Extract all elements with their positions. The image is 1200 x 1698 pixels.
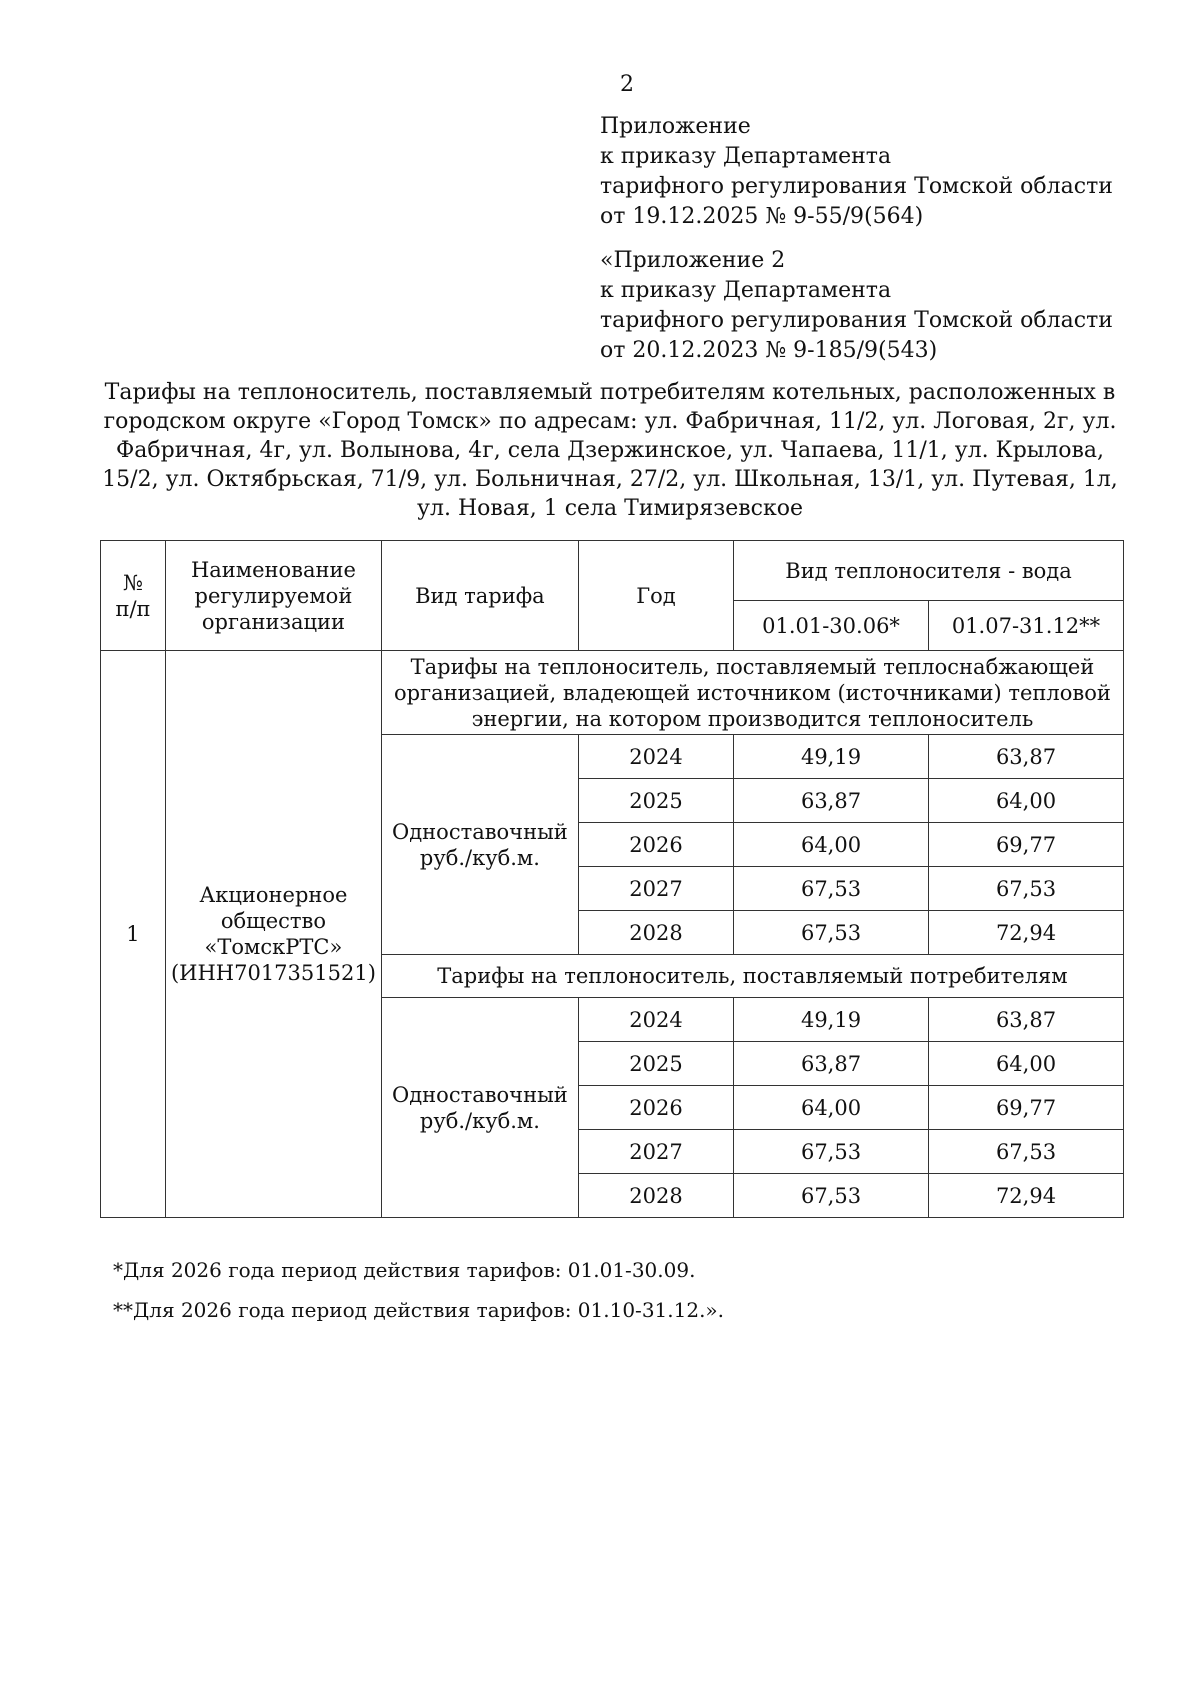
tariff-type [381,735,578,955]
organization-line: «ТомскРТС» [204,935,343,959]
year-cell: 2027 [578,1130,733,1174]
value-cell: 67,53 [734,1174,929,1218]
header-text: п/п [115,596,151,621]
appendix-line: от 20.12.2023 № 9-185/9(543) [600,338,938,363]
appendix-line: тарифного регулирования Томской области [600,174,1113,199]
tariff-table [100,540,1124,1218]
year-cell: 2024 [578,735,733,779]
section-title [381,955,1123,998]
document-title [100,378,1120,523]
value-cell: 67,53 [929,1130,1124,1174]
value-cell: 72,94 [929,1174,1124,1218]
tariff-type-line: Одноставочный [392,1082,568,1107]
value-cell: 64,00 [734,823,929,867]
organization-line: Акционерное [199,883,348,907]
year-cell: 2026 [578,823,733,867]
header-text: организации [201,609,345,634]
title-line: городском округе «Город Томск» по адресам: ул. Фабричная, 11/2, ул. Логовая, 2г, ул. [103,409,1117,434]
header-organization [165,541,381,651]
footnote: *Для 2026 года период действия тарифов: 01.01-30.09. [113,1258,696,1282]
year-cell: 2027 [578,867,733,911]
value-cell: 67,53 [734,911,929,955]
organization-line: (ИНН7017351521) [170,961,376,985]
appendix-line: тарифного регулирования Томской области [600,308,1113,333]
appendix-line: «Приложение 2 [600,248,786,273]
value-cell: 72,94 [929,911,1124,955]
appendix-line: от 19.12.2025 № 9-55/9(564) [600,204,924,229]
value-cell: 64,00 [929,1042,1124,1086]
value-cell: 64,00 [734,1086,929,1130]
appendix-header [600,112,1113,232]
section-title-row [101,651,1124,735]
title-line: Тарифы на теплоноситель, поставляемый потребителям котельных, расположенных в [104,380,1116,405]
tariff-type-line: руб./куб.м. [419,1108,540,1133]
tariff-type [381,998,578,1218]
appendix-line: к приказу Департамента [600,144,892,169]
value-cell: 63,87 [929,735,1124,779]
header-tariff-type: Вид тарифа [381,541,578,651]
year-cell: 2025 [578,1042,733,1086]
section-title-line: Тарифы на теплоноситель, поставляемый теплоснабжающей [410,654,1095,679]
value-cell: 69,77 [929,823,1124,867]
section-title-line: энергии, на котором производится теплоноситель [471,706,1034,731]
appendix-line: Приложение [600,114,751,139]
organization-line: общество [220,909,326,933]
header-number [101,541,166,651]
header-text: № [123,570,143,595]
value-cell: 64,00 [929,779,1124,823]
title-line: 15/2, ул. Октябрьская, 71/9, ул. Больничная, 27/2, ул. Школьная, 13/1, ул. Путевая, 1л, [102,467,1118,492]
row-number: 1 [101,651,166,1218]
section-title-line: Тарифы на теплоноситель, поставляемый потребителям [437,964,1068,988]
value-cell: 63,87 [734,779,929,823]
section-title [381,651,1123,735]
header-year: Год [578,541,733,651]
header-carrier: Вид теплоносителя - вода [734,541,1124,601]
title-line: ул. Новая, 1 села Тимирязевское [417,496,803,521]
tariff-type-line: руб./куб.м. [419,845,540,870]
value-cell: 69,77 [929,1086,1124,1130]
value-cell: 63,87 [929,998,1124,1042]
year-cell: 2028 [578,1174,733,1218]
header-period-2: 01.07-31.12** [929,601,1124,651]
header-period-1: 01.01-30.06* [734,601,929,651]
year-cell: 2024 [578,998,733,1042]
appendix-line: к приказу Департамента [600,278,892,303]
value-cell: 67,53 [929,867,1124,911]
page-number: 2 [620,72,634,97]
value-cell: 63,87 [734,1042,929,1086]
footnote: **Для 2026 года период действия тарифов: 01.10-31.12.». [113,1298,725,1322]
section-title-line: организацией, владеющей источником (источниками) тепловой [393,680,1111,705]
year-cell: 2026 [578,1086,733,1130]
header-row [101,541,1124,601]
value-cell: 67,53 [734,867,929,911]
header-text: регулируемой [194,583,353,608]
title-line: Фабричная, 4г, ул. Волынова, 4г, села Дзержинское, ул. Чапаева, 11/1, ул. Крылова, [115,438,1105,463]
tariff-type-line: Одноставочный [392,819,568,844]
value-cell: 67,53 [734,1130,929,1174]
year-cell: 2028 [578,911,733,955]
value-cell: 49,19 [734,735,929,779]
organization-name [165,651,381,1218]
header-text: Наименование [190,557,356,582]
value-cell: 49,19 [734,998,929,1042]
year-cell: 2025 [578,779,733,823]
appendix-2-header [600,246,1113,366]
